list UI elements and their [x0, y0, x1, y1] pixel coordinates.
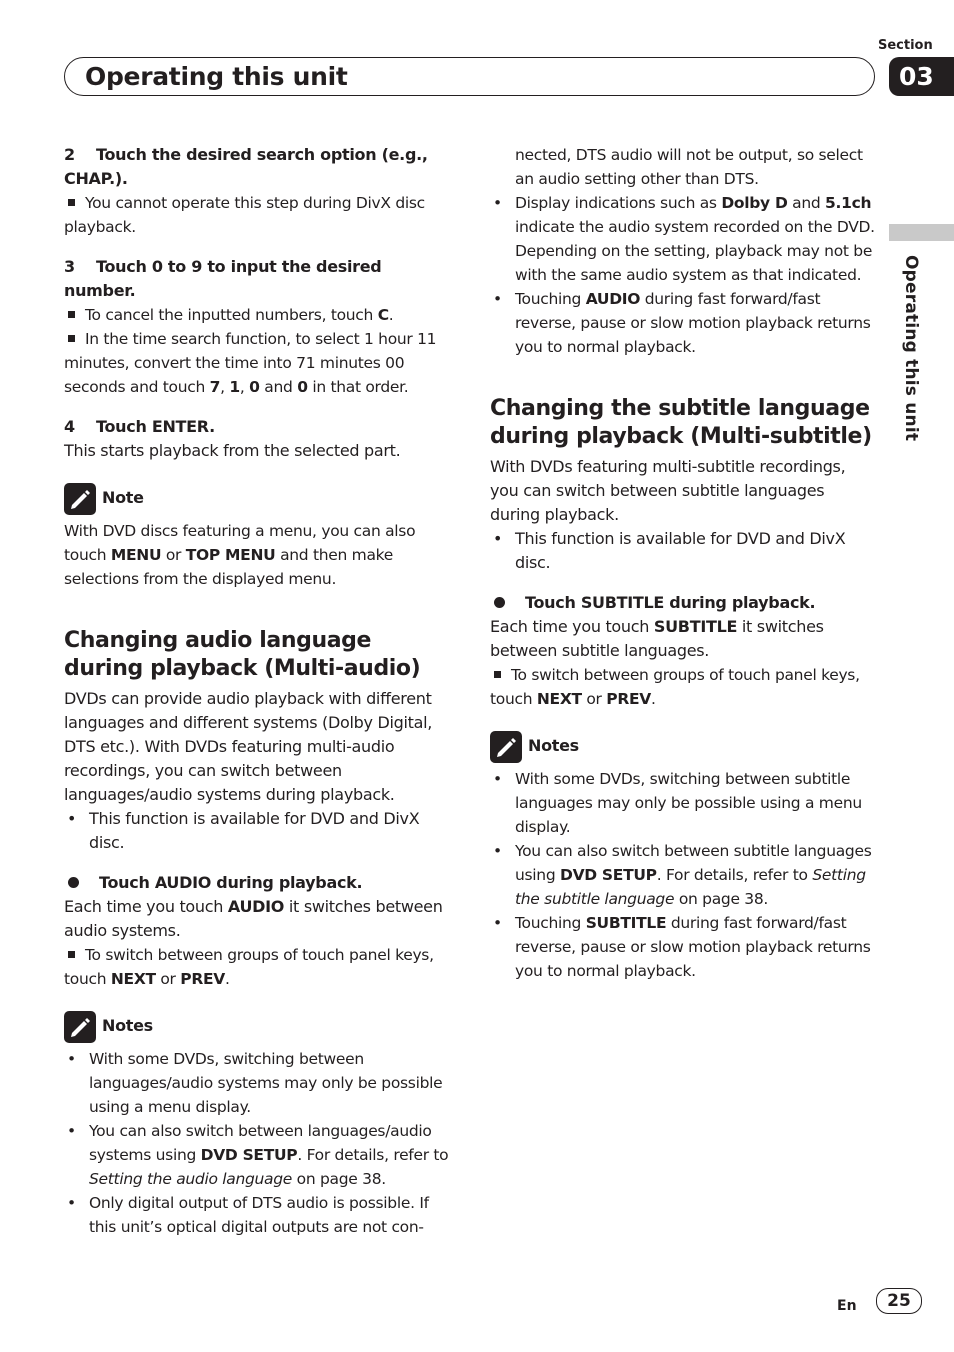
subtitle-section-heading: Changing the subtitle language during playback (Multi-subtitle)	[490, 396, 872, 449]
step-4-description: This starts playback from the selected part.	[64, 441, 401, 460]
list-item: • Display indications such as Dolby D and 5.1ch indicate the audio system recorded on the DVD. Depending on the setting, playback may not be with the same audio system as that indicated.	[490, 191, 878, 287]
subtitle-each-time: Each time you touch SUBTITLE it switches between subtitle languages.	[490, 617, 824, 660]
audio-notes-continued	[490, 143, 878, 359]
subtitle-notes-heading: Notes	[490, 729, 878, 763]
subtitle-bullets	[490, 527, 878, 575]
side-tab-marker	[889, 224, 954, 241]
step-2: 2 Touch the desired search option (e.g., CHAP.).	[64, 145, 428, 188]
square-bullet-icon	[68, 951, 75, 958]
square-bullet-icon	[68, 311, 75, 318]
list-item: • With some DVDs, switching between subtitle languages may only be possible using a menu display.	[490, 767, 878, 839]
list-item: • You can also switch between languages/audio systems using DVD SETUP. For details, refer to Setting the audio language on page 38.	[64, 1119, 452, 1191]
list-item: • You can also switch between subtitle languages using DVD SETUP. For details, refer to Setting the subtitle language on page 38.	[490, 839, 878, 911]
pencil-note-icon	[64, 483, 96, 515]
list-item: • This function is available for DVD and DivX disc.	[490, 527, 878, 575]
round-bullet-icon	[68, 877, 79, 888]
list-item: • Touching AUDIO during fast forward/fast reverse, pause or slow motion playback returns you to normal playback.	[490, 287, 878, 359]
list-item: • Touching SUBTITLE during fast forward/fast reverse, pause or slow motion playback returns you to normal playback.	[490, 911, 878, 983]
pencil-note-icon	[490, 731, 522, 763]
audio-intro: DVDs can provide audio playback with different languages and different systems (Dolby Digital, DTS etc.). With DVDs featuring multi-audio recordings, you can switch between languages/audio systems during playback.	[64, 689, 433, 804]
round-bullet-icon	[494, 597, 505, 608]
list-item: • Only digital output of DTS audio is possible. If this unit’s optical digital outputs are not con-	[64, 1191, 452, 1239]
step-3: 3 Touch 0 to 9 to input the desired number.	[64, 257, 382, 300]
language-code: En	[837, 1298, 857, 1314]
step-2-note: You cannot operate this step during DivX disc playback.	[64, 194, 425, 236]
square-bullet-icon	[68, 199, 75, 206]
audio-notes-list	[64, 1047, 452, 1239]
page-title: Operating this unit	[85, 62, 348, 91]
step-4: 4 Touch ENTER.	[64, 417, 215, 436]
page-number: 25	[876, 1288, 922, 1314]
left-column	[64, 143, 452, 1239]
subtitle-switch-note: To switch between groups of touch panel keys, touch NEXT or PREV.	[490, 666, 860, 708]
section-number: 03	[889, 57, 954, 96]
audio-switch-note: To switch between groups of touch panel keys, touch NEXT or PREV.	[64, 946, 434, 988]
audio-notes-heading: Notes	[64, 1009, 452, 1043]
note-heading: Note	[64, 481, 452, 515]
square-bullet-icon	[68, 335, 75, 342]
right-column	[490, 143, 878, 983]
square-bullet-icon	[494, 671, 501, 678]
list-item: • With some DVDs, switching between languages/audio systems may only be possible using a menu display.	[64, 1047, 452, 1119]
subtitle-notes-list	[490, 767, 878, 983]
list-item-continued: nected, DTS audio will not be output, so select an audio setting other than DTS.	[515, 146, 863, 188]
list-item: • This function is available for DVD and DivX disc.	[64, 807, 452, 855]
note-body: With DVD discs featuring a menu, you can also touch MENU or TOP MENU and then make selections from the displayed menu.	[64, 522, 416, 588]
section-label: Section	[878, 38, 933, 53]
audio-bullets	[64, 807, 452, 855]
subtitle-action: Touch SUBTITLE during playback.	[490, 591, 878, 615]
step-3-note-1: To cancel the inputted numbers, touch C.	[64, 303, 452, 327]
step-3-note-2: In the time search function, to select 1 hour 11 minutes, convert the time into 71 minutes 00 seconds and touch 7, 1, 0 and 0 in that order.	[64, 330, 437, 396]
audio-each-time: Each time you touch AUDIO it switches between audio systems.	[64, 897, 443, 940]
page-title-box	[64, 57, 875, 96]
audio-action: Touch AUDIO during playback.	[64, 871, 452, 895]
audio-section-heading: Changing audio language during playback (Multi-audio)	[64, 628, 421, 681]
subtitle-intro: With DVDs featuring multi-subtitle recordings, you can switch between subtitle languages during playback.	[490, 457, 846, 524]
side-tab-label: Operating this unit	[901, 255, 921, 442]
pencil-note-icon	[64, 1011, 96, 1043]
